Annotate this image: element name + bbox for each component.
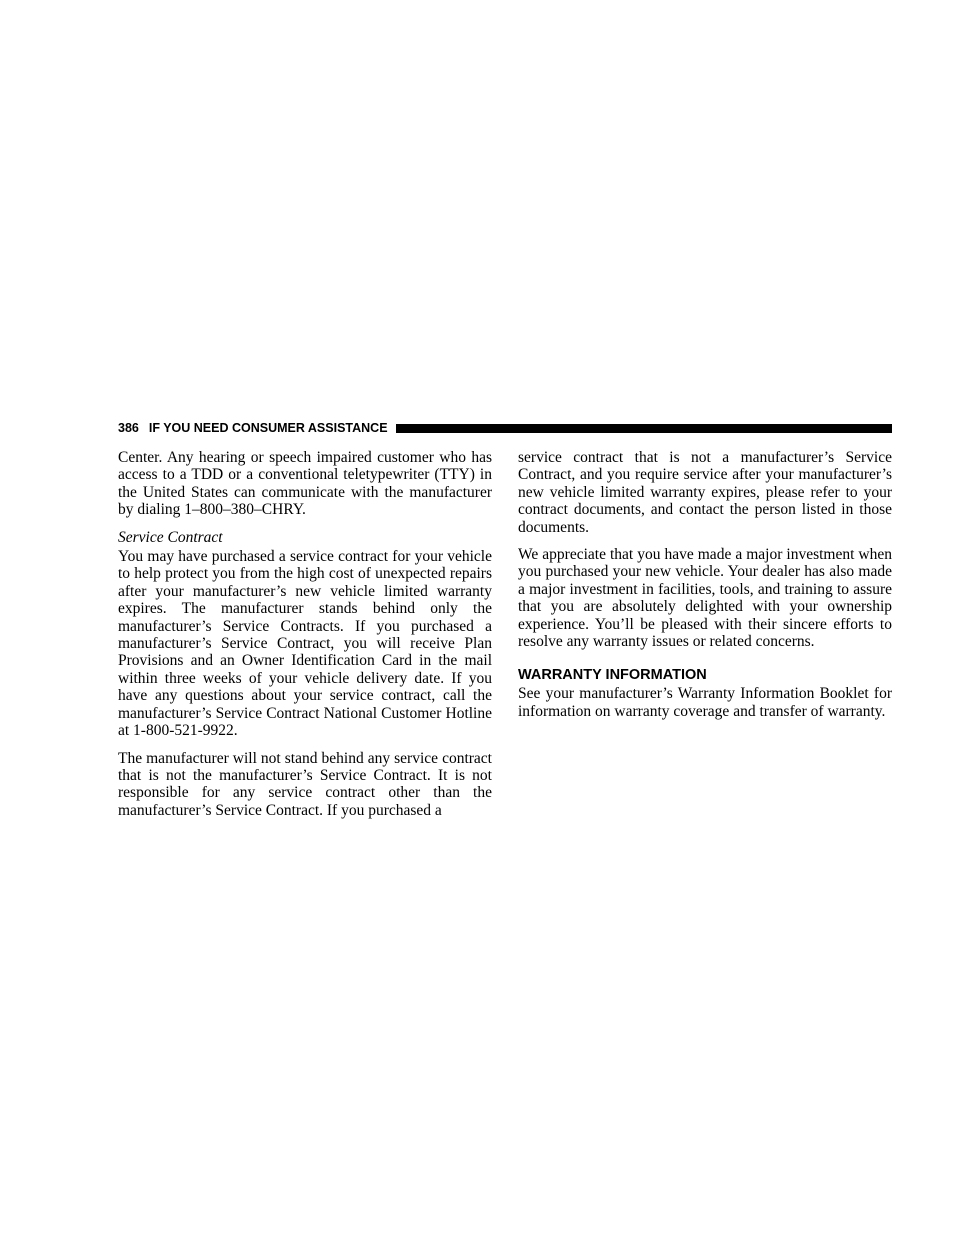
paragraph-warranty-booklet: See your manufacturer’s Warranty Information Booklet for information on warranty coverage and transfer of warranty.: [518, 685, 892, 720]
paragraph-service-contract: You may have purchased a service contract for your vehicle to help protect you from the high cost of unexpected repairs after your manufacturer’s new vehicle limited warranty expires. The manufacturer stands behind only the manufacturer’s Service Contracts. If you purchased a manufacturer’s Service Contract, you will receive Plan Provisions and an Owner Identification Card in the mail within three weeks of your vehicle delivery date. If you have any questions about your service contract, call the manufacturer’s Service Contract National Customer Hotline at 1-800-521-9922.: [118, 548, 492, 740]
paragraph-manufacturer-stance: The manufacturer will not stand behind any service contract that is not the manufacturer’s Service Contract. It is not responsible for any service contract other than the manufacturer’s Service Contract. If you purchased a: [118, 749, 492, 819]
right-column: [518, 449, 892, 730]
section-title: IF YOU NEED CONSUMER ASSISTANCE: [148, 421, 388, 435]
page-number: 386: [118, 421, 139, 435]
subheading-service-contract: Service Contract: [118, 528, 223, 546]
paragraph-contract-documents: service contract that is not a manufacturer’s Service Contract, and you require service after your manufacturer’s new vehicle limited warranty expires, please refer to your contract documents, and contact the person listed in those documents.: [518, 449, 892, 536]
paragraph-appreciation: We appreciate that you have made a major investment when you purchased your new vehicle. Your dealer has also made a major investment in facilities, tools, and training to assure that you are absolutely delighted with your ownership experience. You’ll be pleased with their sincere efforts to resolve any warranty issues or related concerns.: [518, 546, 892, 651]
left-column: [118, 449, 492, 829]
heading-warranty-information: WARRANTY INFORMATION: [518, 667, 707, 684]
page-header: [118, 420, 892, 436]
paragraph-tdd-access: Center. Any hearing or speech impaired customer who has access to a TDD or a conventional teletypewriter (TTY) in the United States can communicate with the manufacturer by dialing 1–800–380–CHRY.: [118, 449, 492, 519]
header-rule: [396, 424, 892, 433]
